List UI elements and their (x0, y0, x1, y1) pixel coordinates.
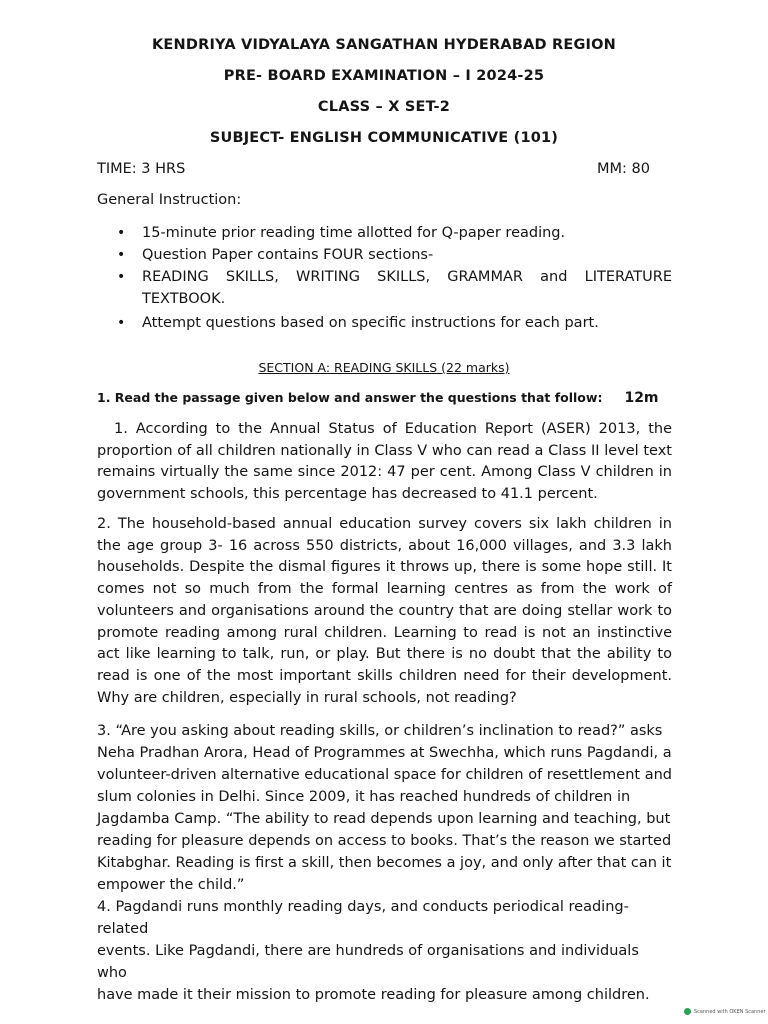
maximum-marks: MM: 80 (597, 161, 650, 177)
passage-paragraph-2: 2. The household-based annual education survey covers six lakh children in the age group 3- 16 across 550 districts, about 16,000 villages, and 3.3 lakh households. Despite the dismal figures it throws up, there is some hope still. It comes not so much from the formal learning centres as from the work of volunteers and organisations around the country that are doing stellar work to promote reading among rural children. Learning to read is not an instinctive act like learning to talk, run, or play. But there is no doubt that the ability to read is one of the most important skills children need for their development. Why are children, especially in rural schools, not reading? (97, 516, 672, 706)
bullet-icon: • (117, 247, 126, 263)
scanner-watermark: Scanned with OKEN Scanner (684, 1008, 766, 1015)
section-a-heading: SECTION A: READING SKILLS (22 marks) (258, 360, 510, 375)
bullet-icon: • (117, 269, 126, 285)
time-allowed: TIME: 3 HRS (97, 161, 186, 177)
instruction-item: • Question Paper contains FOUR sections- (97, 244, 672, 266)
passage-paragraph-1: 1. According to the Annual Status of Education Report (ASER) 2013, the proportion of all children nationally in Class V who can read a Class II level text remains virtually the same since 2012: 47 per cent. Among Class V children in government schools, this percentage has decreased to 41.1 percent. (97, 421, 672, 503)
exam-title-heading: PRE- BOARD EXAMINATION – I 2024-25 (223, 68, 545, 84)
general-instruction-title: General Instruction: (97, 192, 242, 208)
bullet-icon: • (117, 315, 126, 331)
instruction-item: • Attempt questions based on specific instructions for each part. (97, 312, 672, 334)
instruction-item: • 15-minute prior reading time allotted for Q-paper reading. (97, 222, 672, 244)
subject-heading: SUBJECT- ENGLISH COMMUNICATIVE (101) (209, 130, 559, 146)
class-set-heading: CLASS – X SET-2 (317, 99, 451, 115)
time-marks-row (97, 161, 650, 181)
instruction-item: • READING SKILLS, WRITING SKILLS, GRAMMAR and LITERATURE TEXTBOOK. (97, 266, 672, 310)
question-1-instruction: 1. Read the passage given below and answer the questions that follow: 12m (97, 390, 659, 406)
bullet-icon: • (117, 225, 126, 241)
passage-paragraph-3-4: 3. “Are you asking about reading skills, or children’s inclination to read?” asks Neha Pradhan Arora, Head of Programmes at Swechha, which runs Pagdandi, a volunteer-driven alternative educational space for children of resettlement and slum colonies in Delhi. Since 2009, it has reached hundreds of children in Jagdamba Camp. “The ability to read depends upon learning and teaching, but reading for pleasure depends on access to books. That’s the reason we started Kitabghar. Reading is first a skill, then becomes a joy, and only after that can it empower the child.” 4. Pagdandi runs monthly reading days, and conducts periodical reading-related events. Like Pagdandi, there are hundreds of organisations and individuals who have made it their mission to promote reading for pleasure among children. (97, 723, 672, 1003)
scanner-logo-icon (684, 1008, 691, 1015)
instruction-list (97, 222, 672, 334)
question-1-marks: 12m (624, 390, 659, 406)
school-name-heading: KENDRIYA VIDYALAYA SANGATHAN HYDERABAD REGION (151, 37, 617, 53)
